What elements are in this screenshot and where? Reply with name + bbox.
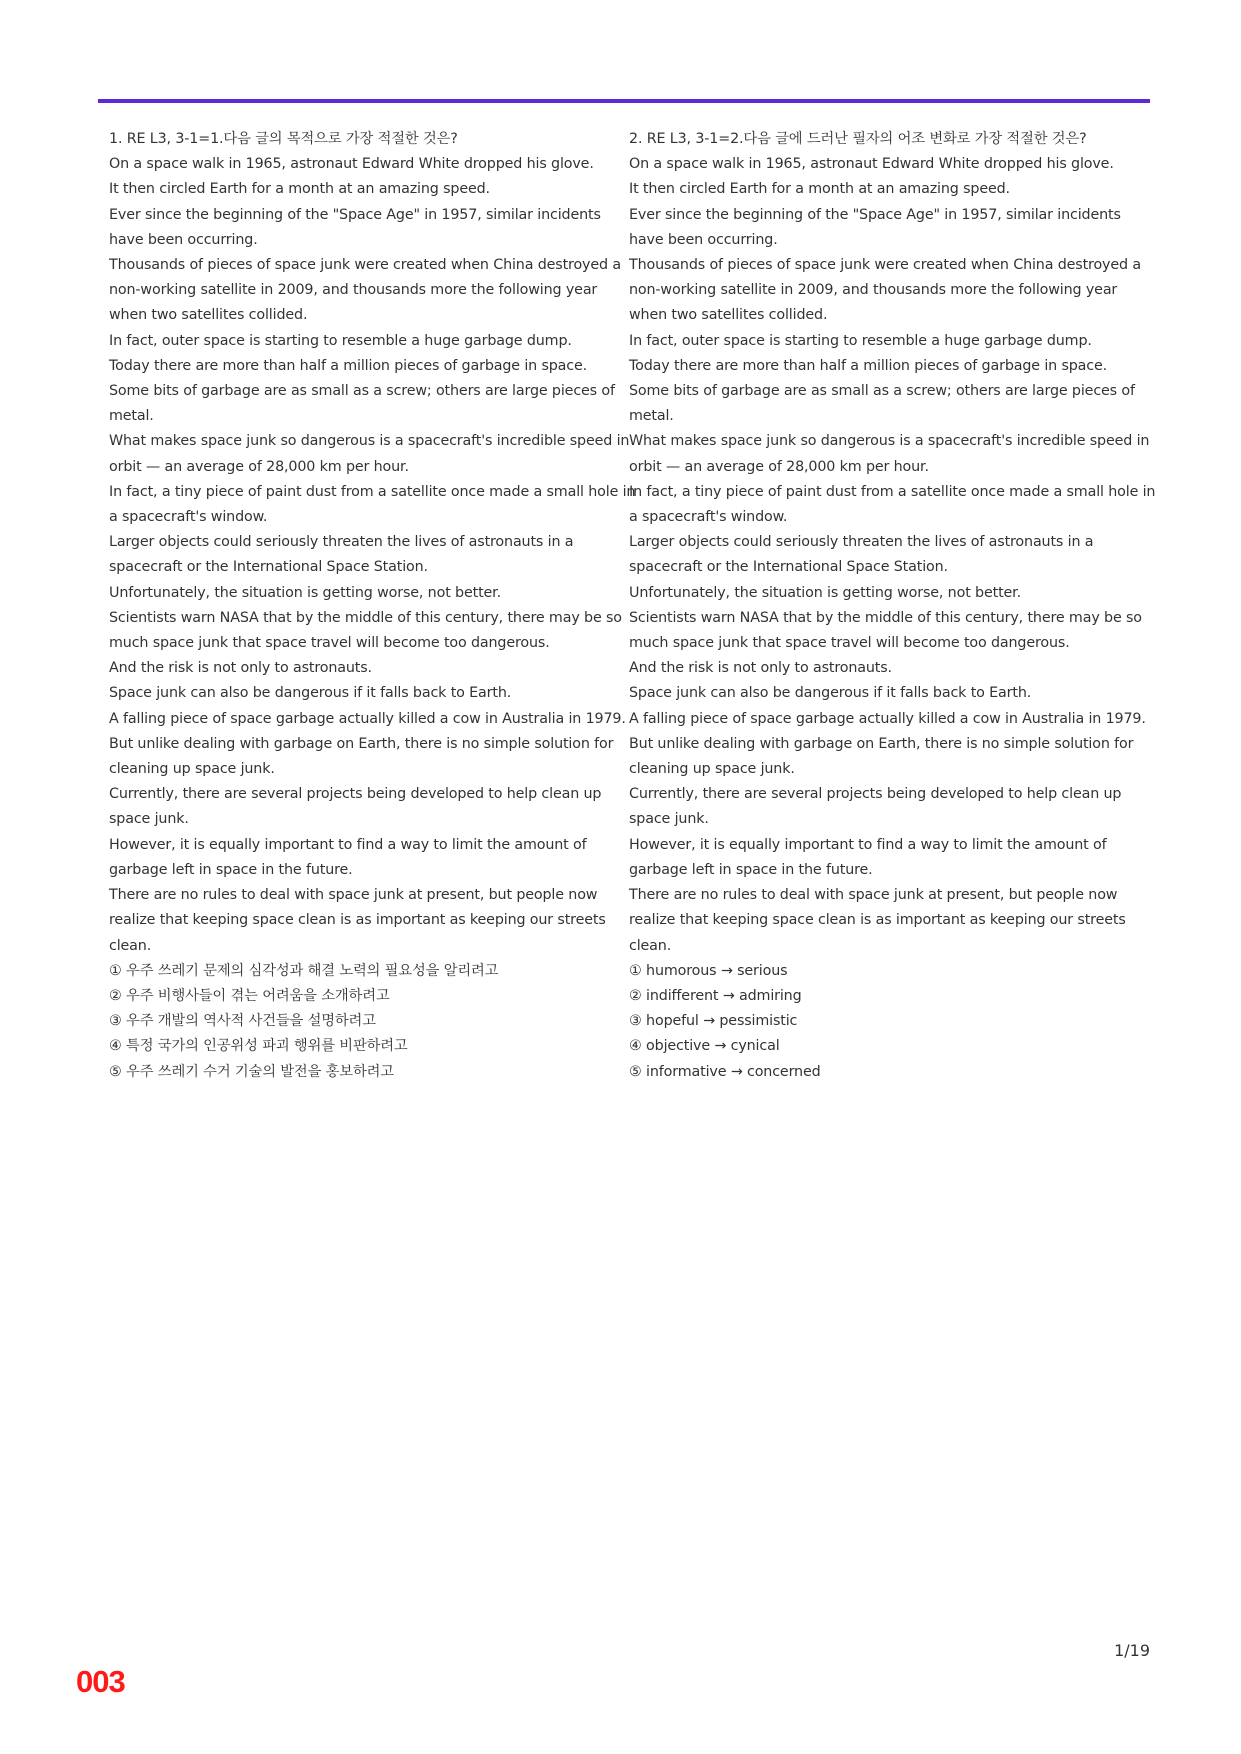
- passage-line: cleaning up space junk.: [109, 761, 275, 778]
- passage-line: when two satellites collided.: [629, 307, 828, 324]
- passage-line: Scientists warn NASA that by the middle of this century, there may be so: [109, 609, 622, 626]
- passage-line: a spacecraft's window.: [109, 509, 268, 526]
- q2-choice-4: ④ objective → cynical: [629, 1038, 780, 1055]
- q2-choice-5: ⑤ informative → concerned: [629, 1063, 821, 1080]
- passage-line: Scientists warn NASA that by the middle of this century, there may be so: [629, 609, 1142, 626]
- q1-question-title: 1. RE L3, 3-1=1.다음 글의 목적으로 가장 적절한 것은?: [109, 131, 458, 147]
- passage-line: It then circled Earth for a month at an amazing speed.: [109, 181, 490, 198]
- passage-line: What makes space junk so dangerous is a spacecraft's incredible speed in: [629, 433, 1150, 450]
- passage-line: non-working satellite in 2009, and thousands more the following year: [109, 282, 598, 299]
- q1-choice-1: ① 우주 쓰레기 문제의 심각성과 해결 노력의 필요성을 알리려고: [109, 962, 499, 979]
- passage-line: A falling piece of space garbage actually killed a cow in Australia in 1979.: [629, 710, 1146, 727]
- passage-line: clean.: [629, 937, 672, 954]
- q1-choice-4: ④ 특정 국가의 인공위성 파괴 행위를 비판하려고: [109, 1038, 408, 1055]
- question-2-column: [629, 127, 1156, 1085]
- q2-choice-2: ② indifferent → admiring: [629, 987, 802, 1004]
- passage-line: space junk.: [109, 811, 189, 828]
- passage-line: A falling piece of space garbage actually killed a cow in Australia in 1979.: [109, 710, 626, 727]
- passage-line: Some bits of garbage are as small as a screw; others are large pieces of: [629, 383, 1135, 400]
- passage-line: garbage left in space in the future.: [109, 861, 353, 878]
- passage-line: a spacecraft's window.: [629, 509, 788, 526]
- passage-line: It then circled Earth for a month at an amazing speed.: [629, 181, 1010, 198]
- passage-line: And the risk is not only to astronauts.: [109, 660, 372, 677]
- passage-line: Unfortunately, the situation is getting worse, not better.: [109, 584, 501, 601]
- passage-line: garbage left in space in the future.: [629, 861, 873, 878]
- passage-line: Today there are more than half a million pieces of garbage in space.: [629, 357, 1108, 374]
- question-1-column: [109, 127, 636, 1085]
- passage-line: In fact, a tiny piece of paint dust from a satellite once made a small hole in: [109, 483, 636, 500]
- passage-line: much space junk that space travel will become too dangerous.: [109, 635, 550, 652]
- passage-line: There are no rules to deal with space junk at present, but people now: [629, 887, 1118, 904]
- passage-line: spacecraft or the International Space Station.: [109, 559, 428, 576]
- passage-line: orbit — an average of 28,000 km per hour.: [109, 458, 409, 475]
- passage-line: Space junk can also be dangerous if it falls back to Earth.: [109, 685, 512, 702]
- q1-choice-3: ③ 우주 개발의 역사적 사건들을 설명하려고: [109, 1013, 376, 1030]
- passage-line: orbit — an average of 28,000 km per hour.: [629, 458, 929, 475]
- q1-choice-5: ⑤ 우주 쓰레기 수거 기술의 발전을 홍보하려고: [109, 1063, 394, 1080]
- passage-line: Currently, there are several projects being developed to help clean up: [629, 786, 1122, 803]
- passage-line: realize that keeping space clean is as important as keeping our streets: [109, 912, 606, 929]
- passage-line: much space junk that space travel will become too dangerous.: [629, 635, 1070, 652]
- document-code: 003: [76, 1664, 125, 1699]
- passage-line: But unlike dealing with garbage on Earth, there is no simple solution for: [109, 735, 614, 752]
- passage-line: have been occurring.: [629, 231, 778, 248]
- passage-line: Thousands of pieces of space junk were created when China destroyed a: [629, 257, 1141, 274]
- passage-line: space junk.: [629, 811, 709, 828]
- q1-choice-2: ② 우주 비행사들이 겪는 어려움을 소개하려고: [109, 987, 390, 1004]
- passage-line: metal.: [109, 408, 154, 425]
- passage-line: metal.: [629, 408, 674, 425]
- passage-line: Unfortunately, the situation is getting worse, not better.: [629, 584, 1021, 601]
- passage-line: But unlike dealing with garbage on Earth, there is no simple solution for: [629, 735, 1134, 752]
- passage-line: Currently, there are several projects being developed to help clean up: [109, 786, 602, 803]
- passage-line: However, it is equally important to find a way to limit the amount of: [109, 836, 587, 853]
- passage-line: Ever since the beginning of the "Space Age" in 1957, similar incidents: [629, 206, 1121, 223]
- passage-line: Space junk can also be dangerous if it falls back to Earth.: [629, 685, 1032, 702]
- passage-line: Larger objects could seriously threaten the lives of astronauts in a: [109, 534, 574, 551]
- q2-choice-3: ③ hopeful → pessimistic: [629, 1013, 798, 1030]
- passage-line: Today there are more than half a million pieces of garbage in space.: [109, 357, 588, 374]
- q2-choice-1: ① humorous → serious: [629, 962, 788, 979]
- passage-line: On a space walk in 1965, astronaut Edward White dropped his glove.: [109, 156, 594, 173]
- q2-question-title: 2. RE L3, 3-1=2.다음 글에 드러난 필자의 어조 변화로 가장 적절한 것은?: [629, 131, 1087, 147]
- passage-line: In fact, a tiny piece of paint dust from a satellite once made a small hole in: [629, 483, 1156, 500]
- passage-line: Larger objects could seriously threaten the lives of astronauts in a: [629, 534, 1094, 551]
- passage-line: have been occurring.: [109, 231, 258, 248]
- header-divider: [98, 99, 1150, 103]
- passage-line: realize that keeping space clean is as important as keeping our streets: [629, 912, 1126, 929]
- passage-line: However, it is equally important to find a way to limit the amount of: [629, 836, 1107, 853]
- passage-line: In fact, outer space is starting to resemble a huge garbage dump.: [109, 332, 572, 349]
- passage-line: spacecraft or the International Space Station.: [629, 559, 948, 576]
- passage-line: Thousands of pieces of space junk were created when China destroyed a: [109, 257, 621, 274]
- passage-line: What makes space junk so dangerous is a spacecraft's incredible speed in: [109, 433, 630, 450]
- passage-line: On a space walk in 1965, astronaut Edward White dropped his glove.: [629, 156, 1114, 173]
- passage-line: clean.: [109, 937, 152, 954]
- passage-line: cleaning up space junk.: [629, 761, 795, 778]
- passage-line: when two satellites collided.: [109, 307, 308, 324]
- passage-line: And the risk is not only to astronauts.: [629, 660, 892, 677]
- passage-line: Ever since the beginning of the "Space Age" in 1957, similar incidents: [109, 206, 601, 223]
- passage-line: In fact, outer space is starting to resemble a huge garbage dump.: [629, 332, 1092, 349]
- passage-line: non-working satellite in 2009, and thousands more the following year: [629, 282, 1118, 299]
- passage-line: There are no rules to deal with space junk at present, but people now: [109, 887, 598, 904]
- passage-line: Some bits of garbage are as small as a screw; others are large pieces of: [109, 383, 615, 400]
- page-number: 1/19: [1114, 1641, 1150, 1660]
